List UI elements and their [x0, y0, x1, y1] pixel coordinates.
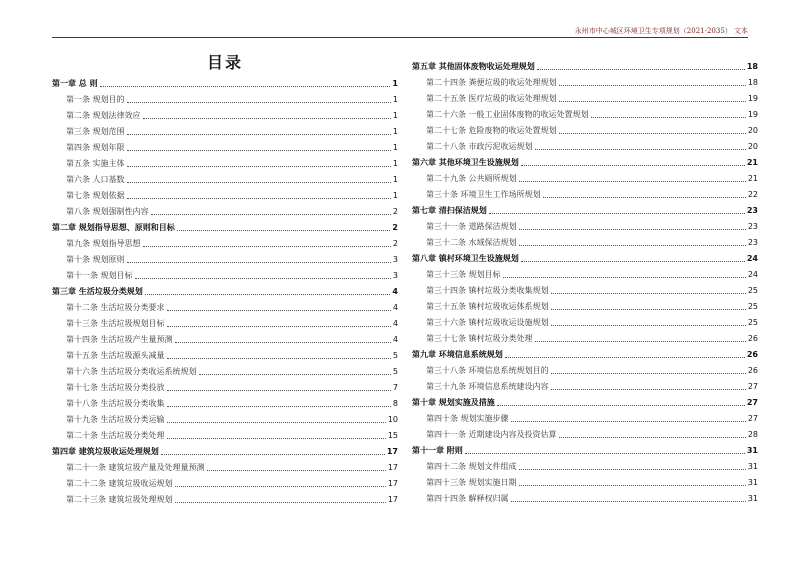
toc-page-number: 4 [392, 303, 398, 312]
toc-article-entry[interactable] [52, 361, 398, 377]
toc-page-number: 21 [746, 158, 758, 167]
toc-leader-dots [505, 357, 745, 358]
toc-entry-label: 第一条 规划目的 [66, 95, 125, 104]
toc-leader-dots [127, 150, 391, 151]
toc-page-number: 4 [392, 287, 398, 296]
toc-entry-label: 第十七条 生活垃圾分类投放 [66, 383, 165, 392]
toc-article-entry[interactable] [52, 137, 398, 153]
toc-article-entry[interactable] [412, 104, 758, 120]
toc-article-entry[interactable] [412, 296, 758, 312]
toc-entry-label: 第二章 规划指导思想、原则和目标 [52, 223, 175, 232]
toc-page-number: 5 [392, 351, 398, 360]
toc-page-number: 23 [746, 206, 758, 215]
toc-chapter-entry[interactable] [52, 441, 398, 457]
toc-leader-dots [151, 214, 391, 215]
toc-entry-label: 第十章 规划实施及措施 [412, 398, 495, 407]
toc-leader-dots [519, 485, 746, 486]
toc-article-entry[interactable] [52, 345, 398, 361]
toc-article-entry[interactable] [52, 233, 398, 249]
toc-page-number: 26 [747, 334, 758, 343]
toc-leader-dots [127, 262, 391, 263]
toc-page-number: 25 [747, 286, 758, 295]
toc-page-number: 27 [747, 382, 758, 391]
toc-chapter-entry[interactable] [412, 440, 758, 456]
toc-leader-dots [127, 166, 391, 167]
toc-article-entry[interactable] [52, 121, 398, 137]
toc-entry-label: 第二十九条 公共厕所规划 [426, 174, 517, 183]
toc-entry-label: 第四章 建筑垃圾收运处理规划 [52, 447, 159, 456]
toc-leader-dots [503, 277, 746, 278]
toc-entry-label: 第八条 规划强制性内容 [66, 207, 149, 216]
toc-chapter-entry[interactable] [52, 73, 398, 89]
toc-article-entry[interactable] [412, 376, 758, 392]
toc-entry-label: 第九条 规划指导思想 [66, 239, 141, 248]
toc-leader-dots [551, 373, 746, 374]
toc-article-entry[interactable] [412, 472, 758, 488]
toc-page-number: 31 [747, 478, 758, 487]
toc-page-number: 1 [392, 111, 398, 120]
toc-article-entry[interactable] [52, 265, 398, 281]
toc-article-entry[interactable] [52, 409, 398, 425]
toc-leader-dots [489, 213, 745, 214]
toc-leader-dots [535, 341, 746, 342]
toc-entry-label: 第三十九条 环境信息系统建设内容 [426, 382, 549, 391]
toc-leader-dots [167, 406, 391, 407]
toc-leader-dots [167, 422, 386, 423]
toc-page-number: 23 [747, 222, 758, 231]
toc-leader-dots [559, 133, 746, 134]
toc-chapter-entry[interactable] [412, 248, 758, 264]
toc-entry-label: 第三十三条 规划目标 [426, 270, 501, 279]
toc-page-number: 27 [746, 398, 758, 407]
toc-leader-dots [167, 438, 386, 439]
toc-page-number: 3 [392, 255, 398, 264]
toc-article-entry[interactable] [412, 328, 758, 344]
toc-article-entry[interactable] [412, 72, 758, 88]
toc-page-number: 4 [392, 335, 398, 344]
toc-entry-label: 第四十三条 规划实施日期 [426, 478, 517, 487]
toc-page-number: 1 [392, 95, 398, 104]
toc-article-entry[interactable] [412, 232, 758, 248]
toc-chapter-entry[interactable] [412, 344, 758, 360]
toc-leader-dots [559, 437, 746, 438]
toc-page-number: 8 [392, 399, 398, 408]
toc-leader-dots [559, 101, 746, 102]
toc-page-number: 31 [747, 494, 758, 503]
toc-entry-label: 第十条 规划原则 [66, 255, 125, 264]
toc-entry-label: 第二十五条 医疗垃圾的收运处理规划 [426, 94, 557, 103]
toc-leader-dots [511, 501, 746, 502]
toc-page-number: 1 [392, 191, 398, 200]
toc-entry-label: 第六条 人口基数 [66, 175, 125, 184]
toc-article-entry[interactable] [52, 393, 398, 409]
toc-entry-label: 第十一章 附则 [412, 446, 463, 455]
toc-page-number: 5 [392, 367, 398, 376]
toc-page-number: 28 [747, 430, 758, 439]
toc-entry-label: 第四十条 规划实施步骤 [426, 414, 509, 423]
toc-page-number: 24 [747, 270, 758, 279]
toc-entry-label: 第三十八条 环境信息系统规划目的 [426, 366, 549, 375]
toc-leader-dots [127, 134, 391, 135]
toc-entry-label: 第二十条 生活垃圾分类处理 [66, 431, 165, 440]
toc-article-entry[interactable] [52, 201, 398, 217]
toc-article-entry[interactable] [412, 136, 758, 152]
toc-page-number: 24 [746, 254, 758, 263]
toc-leader-dots [551, 325, 746, 326]
toc-leader-dots [497, 405, 745, 406]
toc-leader-dots [143, 118, 391, 119]
document-header: 永州市中心城区环境卫生专项规划（2021-2035） 文本 [574, 27, 748, 35]
toc-leader-dots [175, 342, 391, 343]
toc-page-number: 7 [392, 383, 398, 392]
toc-leader-dots [465, 453, 745, 454]
toc-page-number: 17 [387, 463, 398, 472]
toc-article-entry[interactable] [412, 456, 758, 472]
toc-page-number: 15 [387, 431, 398, 440]
toc-leader-dots [127, 102, 391, 103]
toc-entry-label: 第三十条 环境卫生工作场所规划 [426, 190, 541, 199]
toc-entry-label: 第二十三条 建筑垃圾处理规划 [66, 495, 173, 504]
toc-leader-dots [145, 294, 391, 295]
toc-article-entry[interactable] [52, 457, 398, 473]
toc-entry-label: 第十五条 生活垃圾源头减量 [66, 351, 165, 360]
toc-article-entry[interactable] [412, 88, 758, 104]
toc-page-number: 17 [387, 495, 398, 504]
toc-page-number: 18 [746, 62, 758, 71]
toc-entry-label: 第七章 清扫保洁规划 [412, 206, 487, 215]
toc-page-number: 17 [387, 479, 398, 488]
toc-article-entry[interactable] [412, 360, 758, 376]
toc-leader-dots [161, 454, 385, 455]
toc-chapter-entry[interactable] [412, 200, 758, 216]
toc-leader-dots [535, 149, 746, 150]
toc-leader-dots [519, 469, 746, 470]
toc-article-entry[interactable] [52, 89, 398, 105]
toc-entry-label: 第九章 环境信息系统规划 [412, 350, 503, 359]
toc-article-entry[interactable] [412, 184, 758, 200]
toc-leader-dots [175, 486, 386, 487]
toc-page-number: 20 [747, 126, 758, 135]
toc-page-number: 2 [392, 239, 398, 248]
toc-leader-dots [537, 69, 745, 70]
toc-leader-dots [177, 230, 391, 231]
toc-entry-label: 第十三条 生活垃圾规划目标 [66, 319, 165, 328]
toc-page-number: 25 [747, 302, 758, 311]
toc-leader-dots [175, 502, 386, 503]
toc-entry-label: 第十八条 生活垃圾分类收集 [66, 399, 165, 408]
toc-entry-label: 第五条 实施主体 [66, 159, 125, 168]
toc-article-entry[interactable] [52, 249, 398, 265]
toc-chapter-entry[interactable] [412, 56, 758, 72]
toc-title: 目录 [206, 53, 243, 72]
toc-article-entry[interactable] [412, 216, 758, 232]
toc-leader-dots [207, 470, 386, 471]
toc-page-number: 25 [747, 318, 758, 327]
toc-article-entry[interactable] [412, 168, 758, 184]
toc-page-number: 1 [392, 127, 398, 136]
toc-article-entry[interactable] [412, 424, 758, 440]
toc-leader-dots [521, 261, 745, 262]
toc-leader-dots [519, 181, 746, 182]
toc-leader-dots [199, 374, 391, 375]
toc-leader-dots [543, 197, 746, 198]
toc-leader-dots [167, 326, 391, 327]
toc-entry-label: 第十六条 生活垃圾分类收运系统规划 [66, 367, 197, 376]
toc-page-number: 19 [747, 94, 758, 103]
toc-page-number: 20 [747, 142, 758, 151]
toc-entry-label: 第五章 其他固体废物收运处理规划 [412, 62, 535, 71]
toc-page-number: 22 [747, 190, 758, 199]
toc-entry-label: 第四条 规划年限 [66, 143, 125, 152]
toc-article-entry[interactable] [52, 297, 398, 313]
toc-entry-label: 第十一条 规划目标 [66, 271, 133, 280]
toc-entry-label: 第三十六条 镇村垃圾收运设施规划 [426, 318, 549, 327]
toc-entry-label: 第二十七条 危险废物的收运处置规划 [426, 126, 557, 135]
toc-entry-label: 第二十八条 市政污泥收运规划 [426, 142, 533, 151]
toc-page-number: 1 [392, 159, 398, 168]
toc-entry-label: 第六章 其他环境卫生设施规划 [412, 158, 519, 167]
toc-leader-dots [135, 278, 391, 279]
toc-leader-dots [127, 198, 391, 199]
toc-page-number: 23 [747, 238, 758, 247]
header-rule [52, 37, 748, 38]
toc-leader-dots [167, 358, 391, 359]
toc-chapter-entry[interactable] [412, 152, 758, 168]
toc-leader-dots [511, 421, 746, 422]
toc-entry-label: 第二十二条 建筑垃圾收运规划 [66, 479, 173, 488]
toc-page-number: 2 [392, 223, 398, 232]
toc-page-number: 4 [392, 319, 398, 328]
toc-leader-dots [591, 117, 746, 118]
toc-entry-label: 第七条 规划依据 [66, 191, 125, 200]
toc-article-entry[interactable] [412, 264, 758, 280]
toc-leader-dots [551, 389, 746, 390]
toc-page-number: 21 [747, 174, 758, 183]
toc-entry-label: 第十九条 生活垃圾分类运输 [66, 415, 165, 424]
toc-leader-dots [100, 86, 391, 87]
toc-page-number: 2 [392, 207, 398, 216]
toc-leader-dots [167, 390, 391, 391]
toc-entry-label: 第三十一条 道路保洁规划 [426, 222, 517, 231]
toc-leader-dots [143, 246, 391, 247]
toc-entry-label: 第四十四条 解释权归属 [426, 494, 509, 503]
toc-entry-label: 第一章 总 则 [52, 79, 98, 88]
toc-left-column [52, 73, 398, 505]
toc-entry-label: 第十四条 生活垃圾产生量预测 [66, 335, 173, 344]
toc-leader-dots [551, 309, 746, 310]
toc-leader-dots [551, 293, 746, 294]
toc-entry-label: 第四十二条 规划文件组成 [426, 462, 517, 471]
toc-page-number: 31 [746, 446, 758, 455]
toc-article-entry[interactable] [52, 329, 398, 345]
toc-article-entry[interactable] [52, 153, 398, 169]
toc-page-number: 1 [392, 175, 398, 184]
toc-article-entry[interactable] [52, 185, 398, 201]
toc-page-number: 17 [386, 447, 398, 456]
toc-chapter-entry[interactable] [412, 392, 758, 408]
toc-chapter-entry[interactable] [52, 217, 398, 233]
toc-entry-label: 第二十六条 一般工业固体废物的收运处置规划 [426, 110, 589, 119]
toc-article-entry[interactable] [52, 425, 398, 441]
toc-entry-label: 第三十四条 镇村垃圾分类收集规划 [426, 286, 549, 295]
toc-entry-label: 第三条 规划范围 [66, 127, 125, 136]
toc-page-number: 3 [392, 271, 398, 280]
toc-right-column [412, 56, 758, 504]
toc-article-entry[interactable] [52, 377, 398, 393]
toc-page-number: 18 [747, 78, 758, 87]
toc-leader-dots [519, 229, 746, 230]
toc-article-entry[interactable] [52, 313, 398, 329]
toc-article-entry[interactable] [412, 312, 758, 328]
toc-entry-label: 第三章 生活垃圾分类规划 [52, 287, 143, 296]
toc-entry-label: 第二条 规划法律效应 [66, 111, 141, 120]
toc-page-number: 26 [746, 350, 758, 359]
toc-leader-dots [167, 310, 391, 311]
toc-article-entry[interactable] [52, 489, 398, 505]
toc-article-entry[interactable] [52, 473, 398, 489]
toc-entry-label: 第三十五条 镇村垃圾收运体系规划 [426, 302, 549, 311]
toc-article-entry[interactable] [412, 120, 758, 136]
toc-entry-label: 第三十七条 镇村垃圾分类处理 [426, 334, 533, 343]
toc-article-entry[interactable] [412, 488, 758, 504]
toc-article-entry[interactable] [412, 280, 758, 296]
toc-page-number: 26 [747, 366, 758, 375]
toc-entry-label: 第二十四条 粪便垃圾的收运处理规划 [426, 78, 557, 87]
toc-entry-label: 第二十一条 建筑垃圾产量及处理量预测 [66, 463, 205, 472]
toc-entry-label: 第四十一条 近期建设内容及投资估算 [426, 430, 557, 439]
toc-chapter-entry[interactable] [52, 281, 398, 297]
toc-entry-label: 第三十二条 水域保洁规划 [426, 238, 517, 247]
toc-page-number: 1 [392, 143, 398, 152]
toc-article-entry[interactable] [52, 169, 398, 185]
toc-page-number: 31 [747, 462, 758, 471]
toc-page-number: 10 [387, 415, 398, 424]
toc-leader-dots [519, 245, 746, 246]
toc-leader-dots [127, 182, 391, 183]
toc-article-entry[interactable] [52, 105, 398, 121]
toc-entry-label: 第十二条 生活垃圾分类要求 [66, 303, 165, 312]
toc-leader-dots [521, 165, 745, 166]
toc-page-number: 1 [392, 79, 398, 88]
toc-page-number: 19 [747, 110, 758, 119]
toc-article-entry[interactable] [412, 408, 758, 424]
toc-leader-dots [559, 85, 746, 86]
toc-page-number: 27 [747, 414, 758, 423]
toc-entry-label: 第八章 镇村环境卫生设施规划 [412, 254, 519, 263]
